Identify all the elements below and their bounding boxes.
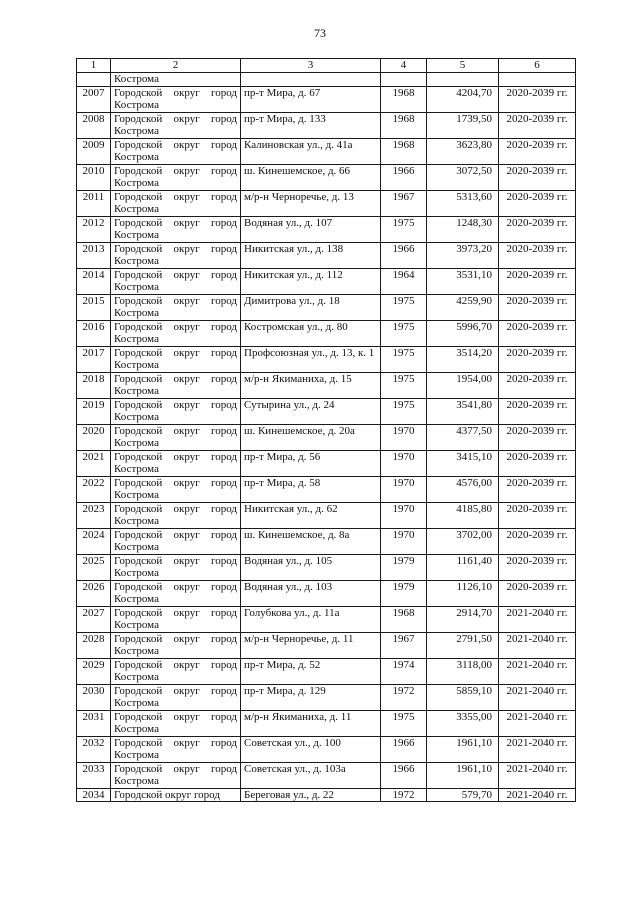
table-row [77, 529, 576, 555]
cell-num: 2019 [77, 399, 111, 425]
cell-period: 2020-2039 гг. [499, 113, 576, 139]
table-row [77, 191, 576, 217]
table-row [77, 555, 576, 581]
cell-period: 2020-2039 гг. [499, 191, 576, 217]
cell-period: 2021-2040 гг. [499, 633, 576, 659]
page-number: 73 [314, 26, 326, 40]
cell-period: 2021-2040 гг. [499, 737, 576, 763]
cell-area: 1161,40 [427, 555, 499, 581]
cell-year: 1968 [381, 87, 427, 113]
cell-area: 3118,00 [427, 659, 499, 685]
column-header: 6 [499, 59, 576, 73]
cell-address: Голубкова ул., д. 11а [241, 607, 381, 633]
cell-area: 4204,70 [427, 87, 499, 113]
cell-address: ш. Кинешемское, д. 8а [241, 529, 381, 555]
cell-area: 2791,50 [427, 633, 499, 659]
cell-org: Городской округ город Кострома [111, 451, 241, 477]
cell-period: 2020-2039 гг. [499, 165, 576, 191]
cell-year: 1968 [381, 139, 427, 165]
cell-num: 2011 [77, 191, 111, 217]
cell-period: 2021-2040 гг. [499, 789, 576, 802]
table-row [77, 165, 576, 191]
table-row [77, 763, 576, 789]
cell-org: Кострома [111, 73, 241, 87]
cell-num: 2020 [77, 425, 111, 451]
cell-area [427, 73, 499, 87]
cell-year: 1970 [381, 477, 427, 503]
cell-year: 1974 [381, 659, 427, 685]
cell-num: 2012 [77, 217, 111, 243]
table-row [77, 451, 576, 477]
cell-org: Городской округ город Кострома [111, 555, 241, 581]
cell-org: Городской округ город Кострома [111, 295, 241, 321]
cell-area: 1961,10 [427, 737, 499, 763]
cell-org: Городской округ город Кострома [111, 399, 241, 425]
cell-year: 1964 [381, 269, 427, 295]
cell-year: 1967 [381, 633, 427, 659]
cell-period: 2020-2039 гг. [499, 269, 576, 295]
cell-num: 2017 [77, 347, 111, 373]
cell-num: 2009 [77, 139, 111, 165]
cell-num: 2030 [77, 685, 111, 711]
cell-period: 2020-2039 гг. [499, 139, 576, 165]
column-header: 4 [381, 59, 427, 73]
column-header: 1 [77, 59, 111, 73]
cell-period: 2020-2039 гг. [499, 399, 576, 425]
cell-area: 4576,00 [427, 477, 499, 503]
cell-address: м/р-н Якиманиха, д. 11 [241, 711, 381, 737]
cell-area: 3623,80 [427, 139, 499, 165]
cell-org: Городской округ город [111, 789, 241, 802]
cell-period: 2020-2039 гг. [499, 347, 576, 373]
cell-year: 1972 [381, 789, 427, 802]
cell-org: Городской округ город Кострома [111, 321, 241, 347]
cell-year: 1970 [381, 451, 427, 477]
cell-year: 1968 [381, 113, 427, 139]
cell-year: 1975 [381, 373, 427, 399]
cell-area: 3702,00 [427, 529, 499, 555]
cell-address: Советская ул., д. 100 [241, 737, 381, 763]
cell-org: Городской округ город Кострома [111, 269, 241, 295]
cell-year: 1967 [381, 191, 427, 217]
cell-num: 2015 [77, 295, 111, 321]
cell-address: Водяная ул., д. 107 [241, 217, 381, 243]
cell-org: Городской округ город Кострома [111, 477, 241, 503]
cell-area: 1954,00 [427, 373, 499, 399]
cell-year: 1966 [381, 737, 427, 763]
cell-address: Никитская ул., д. 62 [241, 503, 381, 529]
cell-year: 1975 [381, 399, 427, 425]
cell-area: 3514,20 [427, 347, 499, 373]
cell-address: м/р-н Черноречье, д. 13 [241, 191, 381, 217]
cell-year: 1968 [381, 607, 427, 633]
cell-period: 2020-2039 гг. [499, 529, 576, 555]
cell-num: 2032 [77, 737, 111, 763]
cell-num: 2007 [77, 87, 111, 113]
table-row [77, 399, 576, 425]
cell-area: 5996,70 [427, 321, 499, 347]
cell-address: пр-т Мира, д. 67 [241, 87, 381, 113]
table-row [77, 711, 576, 737]
column-header: 2 [111, 59, 241, 73]
cell-year [381, 73, 427, 87]
cell-address: Никитская ул., д. 112 [241, 269, 381, 295]
cell-num: 2029 [77, 659, 111, 685]
housing-table [76, 58, 576, 802]
cell-year: 1966 [381, 165, 427, 191]
cell-num: 2033 [77, 763, 111, 789]
cell-org: Городской округ город Кострома [111, 659, 241, 685]
cell-org: Городской округ город Кострома [111, 191, 241, 217]
cell-org: Городской округ город Кострома [111, 763, 241, 789]
cell-area: 5313,60 [427, 191, 499, 217]
cell-address: пр-т Мира, д. 56 [241, 451, 381, 477]
cell-address: пр-т Мира, д. 133 [241, 113, 381, 139]
cell-num: 2013 [77, 243, 111, 269]
cell-year: 1975 [381, 321, 427, 347]
cell-org: Городской округ город Кострома [111, 581, 241, 607]
cell-period: 2021-2040 гг. [499, 711, 576, 737]
cell-org: Городской округ город Кострома [111, 633, 241, 659]
table-row [77, 139, 576, 165]
cell-address: Димитрова ул., д. 18 [241, 295, 381, 321]
cell-num: 2022 [77, 477, 111, 503]
cell-num: 2010 [77, 165, 111, 191]
cell-num: 2025 [77, 555, 111, 581]
cell-org: Городской округ город Кострома [111, 711, 241, 737]
cell-period: 2020-2039 гг. [499, 503, 576, 529]
table-row [77, 581, 576, 607]
cell-area: 3355,00 [427, 711, 499, 737]
table-row [77, 321, 576, 347]
cell-address: м/р-н Якиманиха, д. 15 [241, 373, 381, 399]
cell-org: Городской округ город Кострома [111, 165, 241, 191]
cell-num: 2014 [77, 269, 111, 295]
cell-address: Костромская ул., д. 80 [241, 321, 381, 347]
cell-period: 2020-2039 гг. [499, 555, 576, 581]
cell-period: 2020-2039 гг. [499, 451, 576, 477]
table-row [77, 737, 576, 763]
cell-num: 2034 [77, 789, 111, 802]
cell-num: 2028 [77, 633, 111, 659]
cell-address: Никитская ул., д. 138 [241, 243, 381, 269]
column-header: 5 [427, 59, 499, 73]
cell-period: 2020-2039 гг. [499, 581, 576, 607]
cell-num: 2023 [77, 503, 111, 529]
cell-num: 2021 [77, 451, 111, 477]
cell-org: Городской округ город Кострома [111, 425, 241, 451]
cell-org: Городской округ город Кострома [111, 685, 241, 711]
cell-area: 4377,50 [427, 425, 499, 451]
cell-area: 1126,10 [427, 581, 499, 607]
cell-year: 1975 [381, 217, 427, 243]
cell-org: Городской округ город Кострома [111, 347, 241, 373]
table-row [77, 789, 576, 802]
cell-address: Береговая ул., д. 22 [241, 789, 381, 802]
cell-period: 2020-2039 гг. [499, 321, 576, 347]
table-row [77, 269, 576, 295]
cell-org: Городской округ город Кострома [111, 139, 241, 165]
table-row [77, 685, 576, 711]
table-body [77, 73, 576, 802]
table-row [77, 425, 576, 451]
cell-period: 2020-2039 гг. [499, 87, 576, 113]
header-row [77, 59, 576, 73]
cell-period [499, 73, 576, 87]
cell-period: 2020-2039 гг. [499, 217, 576, 243]
cell-address: Водяная ул., д. 103 [241, 581, 381, 607]
cell-address: пр-т Мира, д. 58 [241, 477, 381, 503]
table-row [77, 217, 576, 243]
cell-year: 1975 [381, 711, 427, 737]
cell-org: Городской округ город Кострома [111, 217, 241, 243]
cell-address: Сутырина ул., д. 24 [241, 399, 381, 425]
cell-address: ш. Кинешемское, д. 66 [241, 165, 381, 191]
table-row [77, 243, 576, 269]
cell-area: 3531,10 [427, 269, 499, 295]
cell-address: Советская ул., д. 103а [241, 763, 381, 789]
cell-area: 3415,10 [427, 451, 499, 477]
cell-address: Калиновская ул., д. 41а [241, 139, 381, 165]
cell-org: Городской округ город Кострома [111, 607, 241, 633]
cell-area: 4259,90 [427, 295, 499, 321]
cell-year: 1975 [381, 347, 427, 373]
table-row [77, 347, 576, 373]
cell-year: 1979 [381, 581, 427, 607]
cell-address [241, 73, 381, 87]
table-row [77, 87, 576, 113]
cell-area: 1961,10 [427, 763, 499, 789]
cell-num: 2024 [77, 529, 111, 555]
cell-year: 1970 [381, 503, 427, 529]
cell-num: 2031 [77, 711, 111, 737]
cell-area: 1739,50 [427, 113, 499, 139]
cell-year: 1966 [381, 763, 427, 789]
cell-area: 3072,50 [427, 165, 499, 191]
cell-period: 2020-2039 гг. [499, 477, 576, 503]
cell-address: пр-т Мира, д. 129 [241, 685, 381, 711]
cell-period: 2021-2040 гг. [499, 659, 576, 685]
column-header: 3 [241, 59, 381, 73]
table-row [77, 503, 576, 529]
cell-year: 1975 [381, 295, 427, 321]
cell-org: Городской округ город Кострома [111, 113, 241, 139]
cell-period: 2020-2039 гг. [499, 295, 576, 321]
table-row [77, 607, 576, 633]
table-row [77, 659, 576, 685]
cell-area: 5859,10 [427, 685, 499, 711]
cell-area: 3973,20 [427, 243, 499, 269]
cell-org: Городской округ город Кострома [111, 373, 241, 399]
table-row [77, 113, 576, 139]
cell-address: Профсоюзная ул., д. 13, к. 1 [241, 347, 381, 373]
cell-address: пр-т Мира, д. 52 [241, 659, 381, 685]
cell-num: 2018 [77, 373, 111, 399]
cell-org: Городской округ город Кострома [111, 243, 241, 269]
cell-org: Городской округ город Кострома [111, 737, 241, 763]
cell-address: м/р-н Черноречье, д. 11 [241, 633, 381, 659]
cell-period: 2020-2039 гг. [499, 425, 576, 451]
cell-org: Городской округ город Кострома [111, 87, 241, 113]
cell-period: 2021-2040 гг. [499, 763, 576, 789]
cell-area: 4185,80 [427, 503, 499, 529]
cell-area: 3541,80 [427, 399, 499, 425]
cell-org: Городской округ город Кострома [111, 503, 241, 529]
cell-period: 2020-2039 гг. [499, 243, 576, 269]
table-row [77, 373, 576, 399]
cell-area: 1248,30 [427, 217, 499, 243]
cell-num: 2027 [77, 607, 111, 633]
cell-area: 2914,70 [427, 607, 499, 633]
cell-period: 2021-2040 гг. [499, 685, 576, 711]
cell-year: 1970 [381, 529, 427, 555]
cell-area: 579,70 [427, 789, 499, 802]
cell-address: Водяная ул., д. 105 [241, 555, 381, 581]
cell-year: 1970 [381, 425, 427, 451]
cell-org: Городской округ город Кострома [111, 529, 241, 555]
table-row [77, 477, 576, 503]
cell-num [77, 73, 111, 87]
continuation-row [77, 73, 576, 87]
cell-year: 1979 [381, 555, 427, 581]
cell-num: 2008 [77, 113, 111, 139]
cell-year: 1972 [381, 685, 427, 711]
cell-period: 2021-2040 гг. [499, 607, 576, 633]
cell-num: 2016 [77, 321, 111, 347]
table-row [77, 633, 576, 659]
cell-num: 2026 [77, 581, 111, 607]
table-row [77, 295, 576, 321]
cell-year: 1966 [381, 243, 427, 269]
cell-address: ш. Кинешемское, д. 20а [241, 425, 381, 451]
cell-period: 2020-2039 гг. [499, 373, 576, 399]
